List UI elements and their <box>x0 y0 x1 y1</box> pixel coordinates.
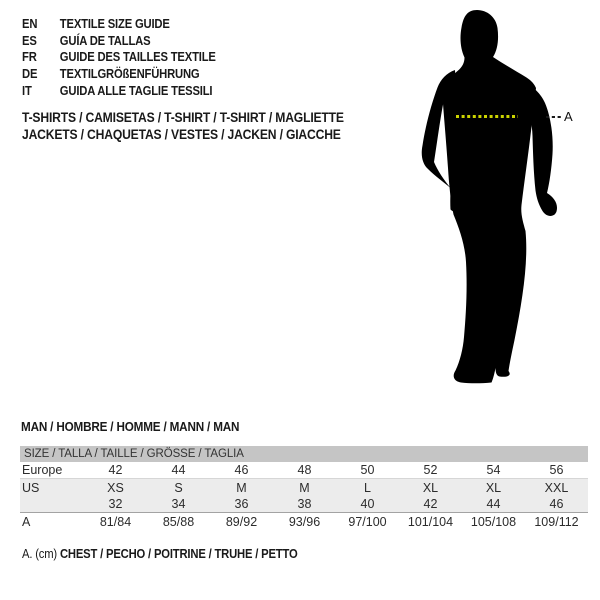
size-cell: 101/104 <box>407 514 454 529</box>
footnote-prefix: A. (cm) <box>22 547 60 561</box>
measure-footnote <box>22 547 298 561</box>
size-cell: XL <box>485 480 502 495</box>
size-cell: 46 <box>234 463 249 477</box>
size-cell: 34 <box>171 497 186 511</box>
lang-code: IT <box>22 83 32 98</box>
size-cell: 54 <box>486 463 501 477</box>
size-cell: 48 <box>297 463 312 477</box>
lang-row-it <box>22 82 216 99</box>
lang-label: TEXTILE SIZE GUIDE <box>59 17 170 32</box>
garment-categories <box>22 109 344 143</box>
size-cell: 97/100 <box>348 514 387 529</box>
size-cell: XXL <box>544 480 569 495</box>
size-cell: L <box>364 480 371 495</box>
size-cell: 32 <box>108 497 123 511</box>
size-cell: M <box>299 480 310 495</box>
table-row-europe <box>20 462 588 479</box>
row-label: US <box>22 480 40 495</box>
garment-line-jackets: JACKETS / CHAQUETAS / VESTES / JACKEN / GIACCHE <box>22 127 341 142</box>
section-title-man: MAN / HOMBRE / HOMME / MANN / MAN <box>21 419 240 434</box>
size-cell: 89/92 <box>225 514 258 529</box>
lang-row-de <box>22 66 216 83</box>
size-cell: 50 <box>360 463 375 477</box>
size-table <box>20 446 588 530</box>
table-row-us-numeric <box>20 496 588 512</box>
size-cell: 93/96 <box>288 514 321 529</box>
lang-label: GUIDE DES TAILLES TEXTILE <box>59 50 216 65</box>
lang-code: FR <box>22 50 37 65</box>
size-cell: 40 <box>360 497 375 511</box>
size-cell: XL <box>422 480 439 495</box>
lang-label: GUIDA ALLE TAGLIE TESSILI <box>59 83 213 98</box>
size-cell: 36 <box>234 497 249 511</box>
table-row-chest-cm <box>20 512 588 530</box>
row-label: A <box>22 514 31 529</box>
size-cell: S <box>174 480 183 495</box>
size-cell: 81/84 <box>99 514 132 529</box>
size-cell: 42 <box>423 497 438 511</box>
lang-code: ES <box>22 33 37 48</box>
table-row-us <box>20 479 588 496</box>
size-cell: 109/112 <box>534 514 579 529</box>
lang-row-fr <box>22 49 216 66</box>
size-cell: 105/108 <box>470 514 517 529</box>
right-arm-path <box>518 80 557 216</box>
size-cell: 85/88 <box>162 514 195 529</box>
size-cell: 38 <box>297 497 312 511</box>
size-cell: 42 <box>108 463 123 477</box>
lang-label: GUÍA DE TALLAS <box>59 33 151 48</box>
size-cell: M <box>236 480 247 495</box>
language-list <box>22 16 216 99</box>
garment-line-tshirts: T-SHIRTS / CAMISETAS / T-SHIRT / T-SHIRT / MAGLIETTE <box>22 110 344 125</box>
size-cell: 52 <box>423 463 438 477</box>
lang-code: DE <box>22 67 38 82</box>
size-cell: XS <box>107 480 124 495</box>
size-cell: 56 <box>549 463 564 477</box>
lang-label: TEXTILGRÖßENFÜHRUNG <box>59 67 200 82</box>
table-header-band: SIZE / TALLA / TAILLE / GRÖSSE / TAGLIA <box>20 446 588 462</box>
size-cell: 46 <box>549 497 564 511</box>
left-arm-path <box>422 70 462 212</box>
size-cell: 44 <box>171 463 186 477</box>
lang-code: EN <box>22 17 38 32</box>
size-cell: 44 <box>486 497 501 511</box>
body-path <box>443 10 537 383</box>
measure-label-a: A <box>564 109 573 124</box>
lang-row-en <box>22 16 216 33</box>
row-label: Europe <box>22 463 63 477</box>
footnote-text: CHEST / PECHO / POITRINE / TRUHE / PETTO <box>59 547 298 561</box>
lang-row-es <box>22 33 216 50</box>
